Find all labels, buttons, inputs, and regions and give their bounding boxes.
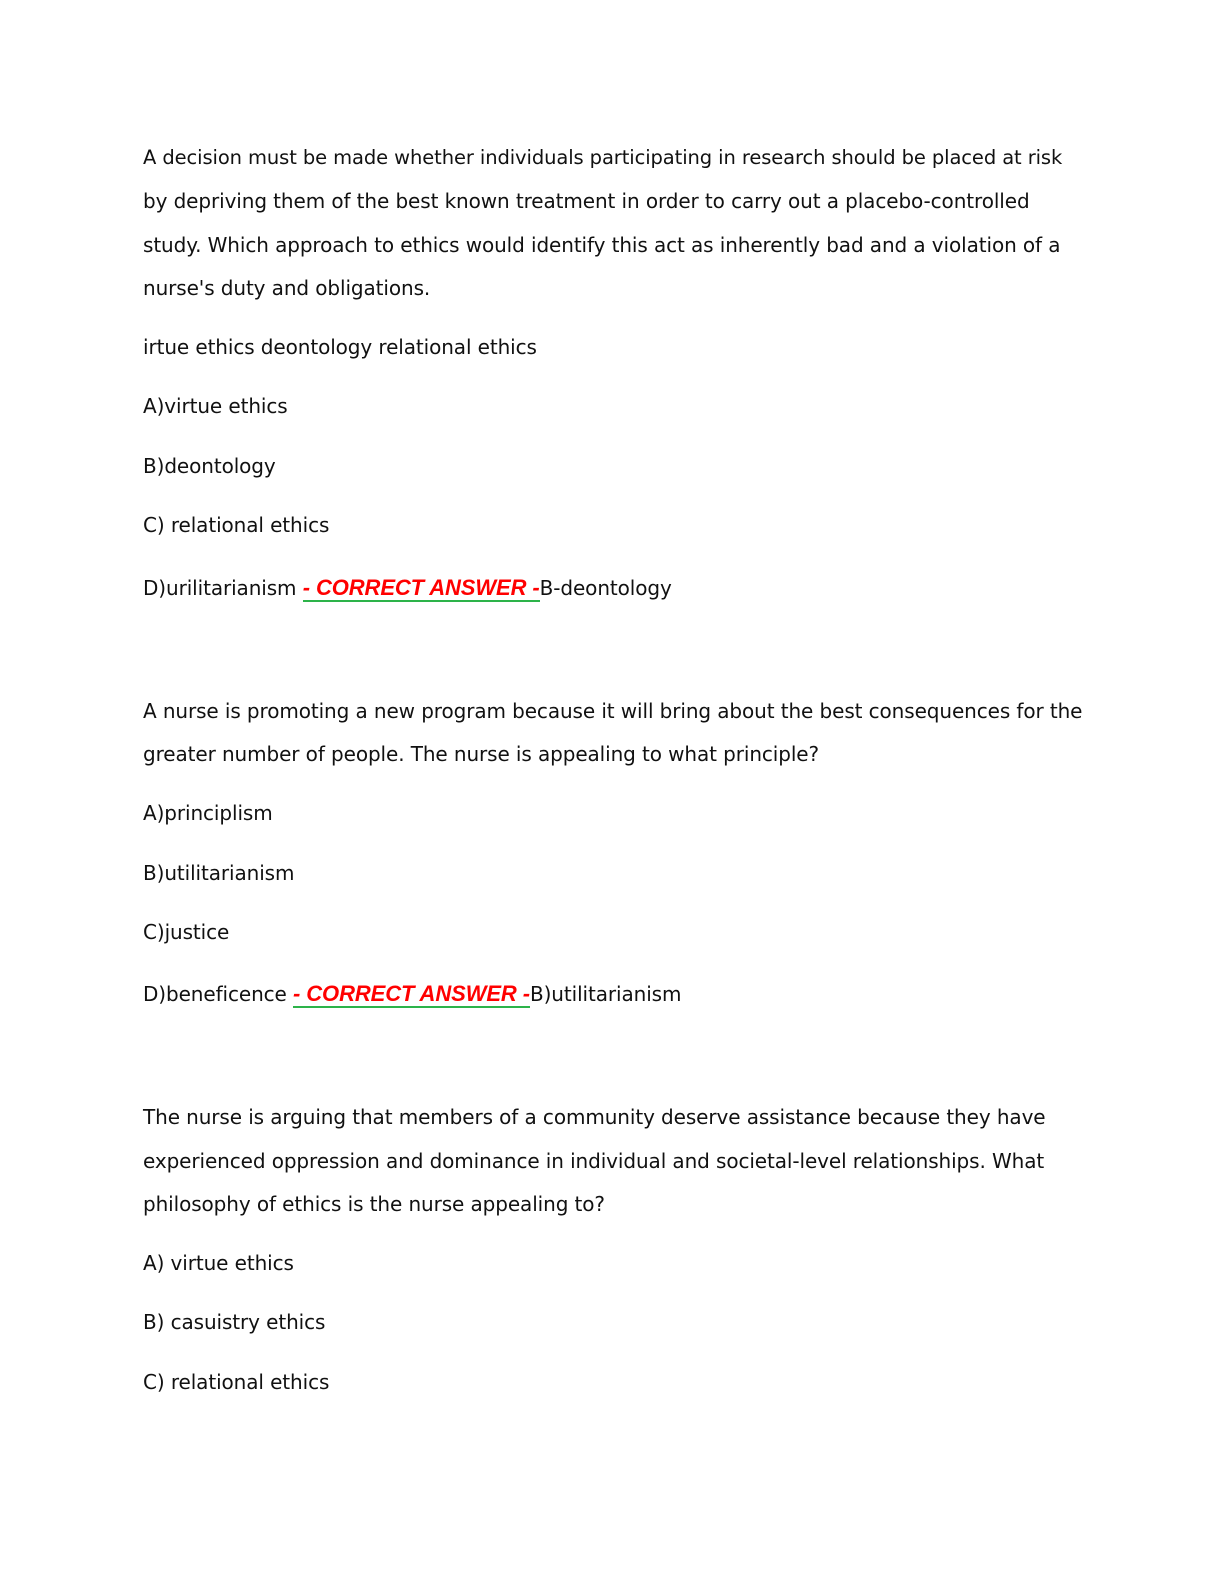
question-stem-line: nurse's duty and obligations. bbox=[143, 276, 431, 300]
question-stem-line: The nurse is arguing that members of a community deserve assistance because they have bbox=[143, 1105, 1046, 1129]
answer-option: B)deontology bbox=[143, 454, 276, 478]
correct-answer-text: B-deontology bbox=[539, 576, 672, 600]
answer-option-label: D)urilitarianism bbox=[143, 576, 303, 600]
question-stem-line: A nurse is promoting a new program because it will bring about the best consequences for the bbox=[143, 699, 1083, 723]
answer-option: C) relational ethics bbox=[143, 1370, 330, 1394]
question-stem-line: study. Which approach to ethics would identify this act as inherently bad and a violation of a bbox=[143, 233, 1061, 257]
question-stem-line: experienced oppression and dominance in individual and societal-level relationships. What bbox=[143, 1149, 1045, 1173]
correct-answer-marker: - CORRECT ANSWER - bbox=[302, 575, 540, 600]
answer-option: C)justice bbox=[143, 920, 230, 944]
answer-option: A) virtue ethics bbox=[143, 1251, 294, 1275]
question-stem-line: A decision must be made whether individuals participating in research should be placed at risk bbox=[143, 146, 1063, 169]
answer-option: A)principlism bbox=[143, 801, 273, 825]
answer-option-label: D)beneficence bbox=[143, 982, 294, 1006]
answer-option: A)virtue ethics bbox=[143, 394, 288, 418]
question-extra-line: irtue ethics deontology relational ethics bbox=[143, 335, 537, 359]
answer-option: C) relational ethics bbox=[143, 513, 330, 537]
question-stem-line: greater number of people. The nurse is appealing to what principle? bbox=[143, 742, 820, 766]
question-stem-line: philosophy of ethics is the nurse appealing to? bbox=[143, 1192, 605, 1216]
question-stem-line: by depriving them of the best known treatment in order to carry out a placebo-controlled bbox=[143, 189, 1030, 213]
correct-answer-marker: - CORRECT ANSWER - bbox=[293, 981, 530, 1006]
answer-option-with-key bbox=[143, 576, 672, 600]
correct-answer-text: B)utilitarianism bbox=[529, 982, 682, 1006]
answer-option: B) casuistry ethics bbox=[143, 1310, 326, 1334]
answer-option-with-key bbox=[143, 982, 681, 1006]
answer-option: B)utilitarianism bbox=[143, 861, 295, 885]
